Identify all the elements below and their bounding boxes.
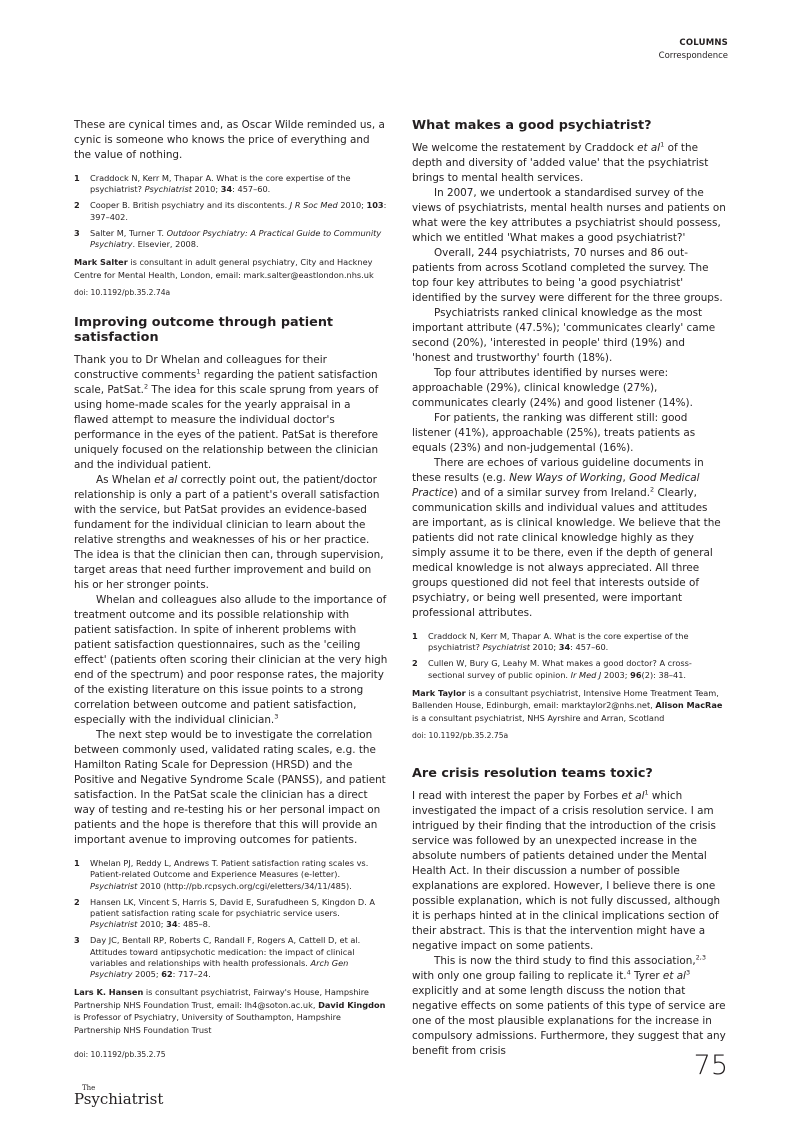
subsection-label: Correspondence [658, 51, 728, 61]
doi: doi: 10.1192/pb.35.2.75 [74, 1050, 166, 1060]
paragraph: I read with interest the paper by Forbes et $al^1$ which investigated the impact of a crisis resolution service. I am intrigued by their finding that the introduction of the crisis service was followed by an unexpected increase in the absolute numbers of patients detained under the Mental Health Act. In their discussion a number of possible explanations are explored. However, I believe there is one possible explanation, which is not fully discussed, although it is perhaps hinted at in the clinical implications section of their abstract. This is that the intervention might have a negative impact on some patients. [412, 788, 721, 953]
paragraph: Overall, 244 psychiatrists, 70 nurses and 86 out-patients from across Scotland completed the survey. The top four key attributes to being 'a good psychiatrist' identified by the survey were different for the three groups. [412, 247, 723, 304]
reference-list [74, 858, 388, 980]
paragraph: In 2007, we undertook a standardised survey of the views of psychiatrists, mental health nurses and patients on what were the key attributes a psychiatrist should possess, which we entitled 'What makes a good psychiatrist?' [412, 187, 726, 244]
paragraph: Psychiatrists ranked clinical knowledge as the most important attribute (47.5%); 'communicates clearly' came second (20%), 'interested in people' third (19%) and 'honest and trustworthy' fourth (18%). [412, 307, 716, 364]
letter-title: Are crisis resolution teams toxic? [412, 766, 653, 782]
paragraph: The next step would be to investigate the correlation between commonly used, validated rating scales, e.g. the Hamilton Rating Scale for Depression (HRSD) and the Positive and Negative Syndrome Scale (PANSS), and patient satisfaction. In the PatSat scale the clinician has a direct way of testing and re-testing his or her personal impact on patients and the hope is therefore that this will provide an important avenue to improving outcomes for patients. [74, 729, 386, 847]
paragraph: These are cynical times and, as Oscar Wilde reminded us, a cynic is someone who knows the price of everything and the value of nothing. [74, 119, 385, 161]
reference-item: 2 Cooper B. British psychiatry and its discontents. J R Soc Med 2010; 103: 397–402. [74, 200, 387, 222]
doi: doi: 10.1192/pb.35.2.74a [74, 288, 171, 298]
journal-logo: The Psychiatrist [74, 1084, 164, 1108]
letter-title: What makes a good psychiatrist? [412, 118, 652, 133]
reference-item: 1 Craddock N, Kerr M, Thapar A. What is the core expertise of the psychiatrist? Psychiatrist 2010; 34: 457–60. [74, 173, 351, 195]
author-note: Lars K. Hansen is consultant psychiatrist, Fairway's House, Hampshire Partnership NHS Foundation Trust, email: lh4@soton.ac.uk, David Kingdon is Professor of Psychiatry, University of Southampton, Hampshire Partnership NHS Foundation Trust [74, 987, 386, 1035]
doi: doi: 10.1192/pb.35.2.75a [412, 731, 509, 741]
running-header [659, 38, 728, 61]
reference-item: 2 Hansen LK, Vincent S, Harris S, David E, Surafudheen S, Kingdon D. A patient satisfaction rating scale for psychiatric service users. Psychiatrist 2010; 34: 485–8. [74, 896, 375, 930]
reference-item: 3 Salter M, Turner T. Outdoor Psychiatry: A Practical Guide to Community Psychiatry. Elsevier, 2008. [74, 227, 382, 250]
paragraph: Thank you to Dr Whelan and colleagues for their constructive comments$^1$ regarding the patient satisfaction scale, PatSat.$^2$ The idea for this scale sprung from years of using home-made scales for the yearly appraisal in a flawed attempt to measure the individual doctor's performance in the eyes of the patient. PatSat is therefore uniquely focused on the relationship between the clinician and the individual patient. [74, 354, 379, 472]
page-number: 75 [693, 1050, 728, 1081]
reference-list [412, 631, 726, 681]
letter-title: Improving outcome through patient satisfaction [74, 315, 334, 346]
left-column [74, 118, 388, 1059]
paragraph: Whelan and colleagues also allude to the importance of treatment outcome and its possible relationship with patient satisfaction. In spite of inherent problems with patient satisfaction questionnaires, such as the 'ceiling effect' (patients often scoring their clinician at the very high end of the spectrum) and poor response rates, the majority of the existing literature on this issue points to a strong correlation between outcome and patient satisfaction, especially with the individual clinician.$^3$ [74, 594, 388, 727]
paragraph: For patients, the ranking was different still: good listener (41%), approachable (25%), treats patients as equals (23%) and non-judgemental (16%). [412, 412, 696, 454]
section-label: COLUMNS [679, 38, 728, 48]
reference-item: 1 Whelan PJ, Reddy L, Andrews T. Patient satisfaction rating scales vs. Patient-related Outcome and Experience Measures (e-letter). Psychiatrist 2010 (http://pb.rcpsych.org/cgi/eletters/34/11/485). [74, 858, 369, 891]
author-note: Mark Taylor is a consultant psychiatrist, Intensive Home Treatment Team, Ballenden House, Edinburgh, email: marktaylor2@nhs.net, Alison MacRae is a consultant psychiatrist, NHS Ayrshire and Arran, Scotland [412, 687, 723, 723]
reference-list [74, 173, 388, 250]
reference-item: 1 Craddock N, Kerr M, Thapar A. What is the core expertise of the psychiatrist? Psychiatrist 2010; 34: 457–60. [412, 631, 689, 653]
reference-item: 2 Cullen W, Bury G, Leahy M. What makes a good doctor? A cross-sectional survey of public opinion. Ir Med J 2003; 96(2): 38–41. [412, 658, 692, 680]
reference-item: 3 Day JC, Bentall RP, Roberts C, Randall F, Rogers A, Cattell D, et al. Attitudes toward antipsychotic medication: the impact of clinical variables and relationships with health professionals. Arch Gen Psychiatry 2005; 62: 717–24. [74, 935, 361, 980]
paragraph: As Whelan et al correctly point out, the patient/doctor relationship is only a part of a patient's overall satisfaction with the service, but PatSat provides an evidence-based fundament for the individual clinician to learn about the relative strengths and weaknesses of his or her practice. The idea is that the clinician then can, through supervision, target areas that need further improvement and build on his or her stronger points. [74, 474, 384, 592]
paragraph: There are echoes of various guideline documents in these results (e.g. New Ways of Working, Good Medical Practice) and of a similar survey from Ireland.$^2$ Clearly, communication skills and individual values and attitudes are important, as is clinical knowledge. We believe that the patients did not rate clinical knowledge highly as they simply assume it to be there, even if the depth of general medical knowledge is not always appreciated. All three groups questioned did not feel that interests outside of psychiatry, or being well presented, were important professional attributes. [412, 457, 721, 619]
right-column [412, 118, 726, 1059]
paragraph: We welcome the restatement by Craddock et $al^1$ of the depth and diversity of 'added value' that the psychiatrist brings to mental health services. [412, 140, 709, 184]
paragraph: This is now the third study to find this association,$^{2,3}$ with only one group failing to replicate it.$^4$ Tyrer et $al^3$ explicitly and at some length discuss the notion that negative effects on some patients of this type of service are one of the most plausible explanations for the increase in compulsory admissions. Furthermore, they suggest that any benefit from crisis [412, 953, 726, 1058]
paragraph: Top four attributes identified by nurses were: approachable (29%), clinical knowledge (27%), communicates clearly (24%) and good listener (14%). [412, 367, 693, 409]
author-note: Mark Salter is consultant in adult general psychiatry, City and Hackney Centre for Mental Health, London, email: mark.salter@eastlondon.nhs.uk [74, 257, 374, 280]
